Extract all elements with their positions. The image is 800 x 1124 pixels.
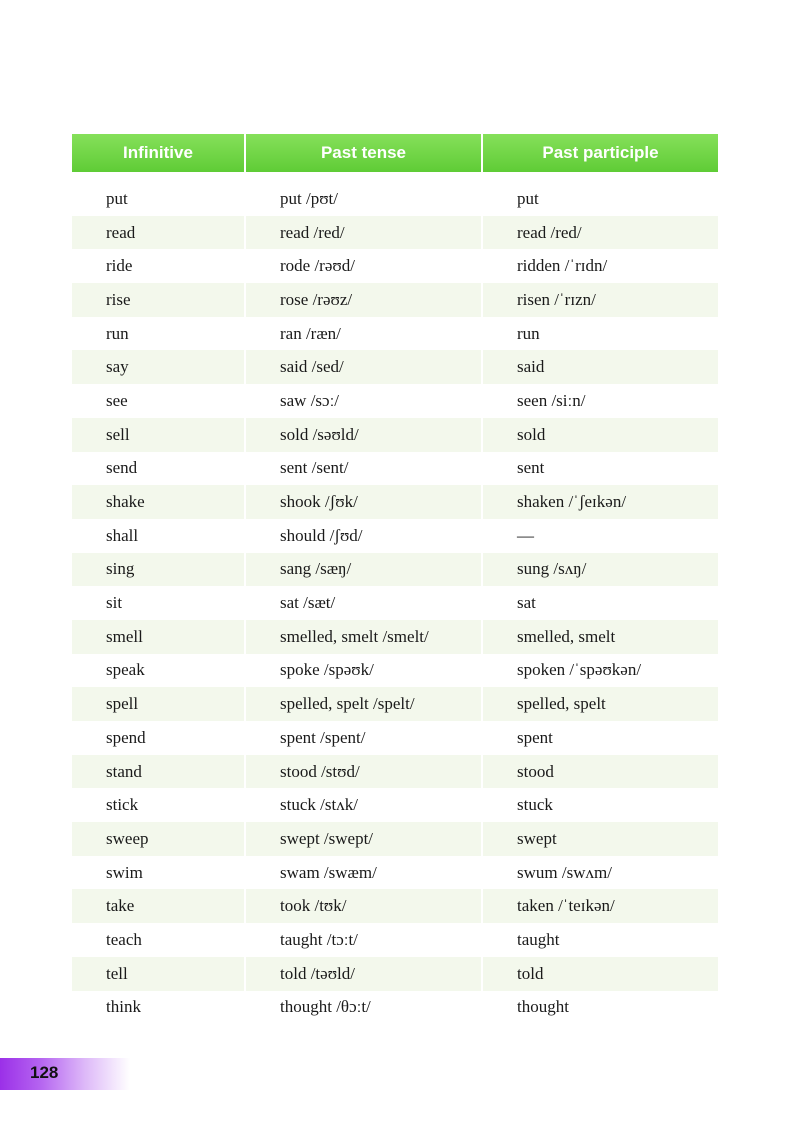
past-tense-cell: thought /θɔːt/ <box>245 991 482 1025</box>
past-tense-cell: swept /swept/ <box>245 822 482 856</box>
past-participle-cell: sent <box>517 458 545 478</box>
table-row <box>72 249 718 283</box>
past-participle-cell: stuck <box>517 795 553 815</box>
table-row <box>72 822 718 856</box>
past-tense-cell: read /red/ <box>245 216 482 250</box>
past-participle-cell: shaken /ˈʃeɪkən/ <box>482 485 718 519</box>
past-participle-cell: risen /ˈrɪzn/ <box>482 283 718 317</box>
table-row <box>72 519 718 553</box>
table-row <box>72 553 718 587</box>
infinitive-cell: stand <box>72 755 245 789</box>
past-tense-cell: took /tʊk/ <box>245 889 482 923</box>
past-tense-cell: saw /sɔː/ <box>245 384 482 418</box>
infinitive-cell: spell <box>72 687 245 721</box>
table-header-row <box>72 134 718 172</box>
infinitive-cell: read <box>72 216 245 250</box>
past-tense-cell: spelled, spelt /spelt/ <box>245 687 482 721</box>
past-participle-cell: told <box>482 957 718 991</box>
table-row <box>72 721 718 755</box>
page-number: 128 <box>30 1063 59 1082</box>
past-tense-cell: sat /sæt/ <box>245 586 482 620</box>
past-tense-cell: sent /sent/ <box>245 452 482 486</box>
header-past-participle: Past participle <box>482 134 718 172</box>
past-participle-cell: seen /siːn/ <box>517 390 586 410</box>
irregular-verbs-table <box>72 134 718 1024</box>
table-row <box>72 317 718 351</box>
infinitive-cell: shall <box>72 519 245 553</box>
past-participle-cell: sung /sʌŋ/ <box>482 553 718 587</box>
infinitive-cell: sing <box>72 553 245 587</box>
past-participle-cell: swept <box>482 822 718 856</box>
infinitive-cell: swim <box>72 856 245 890</box>
table-row <box>72 384 718 418</box>
past-tense-cell: ran /ræn/ <box>245 317 482 351</box>
table-row <box>72 654 718 688</box>
table-row <box>72 856 718 890</box>
past-tense-cell: put /pʊt/ <box>245 182 482 216</box>
infinitive-cell: send <box>72 452 245 486</box>
table-body <box>72 172 718 1024</box>
past-participle-cell: sold <box>482 418 718 452</box>
past-participle-cell: put <box>517 188 539 208</box>
infinitive-cell: put <box>72 182 245 216</box>
past-participle-cell: spelled, spelt <box>482 687 718 721</box>
past-participle-cell: taught <box>517 929 560 949</box>
past-participle-cell: sat <box>517 593 536 613</box>
table-row <box>72 283 718 317</box>
page-number-tab <box>0 1058 130 1090</box>
infinitive-cell: shake <box>72 485 245 519</box>
past-participle-cell: spent <box>517 727 553 747</box>
table-row <box>72 620 718 654</box>
past-tense-cell: should /ʃʊd/ <box>245 519 482 553</box>
infinitive-cell: rise <box>72 283 245 317</box>
past-participle-cell: taken /ˈteɪkən/ <box>482 889 718 923</box>
table-row <box>72 755 718 789</box>
past-tense-cell: spoke /spəʊk/ <box>245 654 482 688</box>
past-participle-cell: swum /swʌm/ <box>517 862 612 882</box>
past-participle-cell: — <box>517 525 534 545</box>
past-tense-cell: spent /spent/ <box>245 721 482 755</box>
table-row <box>72 350 718 384</box>
past-tense-cell: shook /ʃʊk/ <box>245 485 482 519</box>
infinitive-cell: sell <box>72 418 245 452</box>
table-row <box>72 923 718 957</box>
table-row <box>72 889 718 923</box>
table-row <box>72 586 718 620</box>
infinitive-cell: take <box>72 889 245 923</box>
infinitive-cell: run <box>72 317 245 351</box>
past-tense-cell: stood /stʊd/ <box>245 755 482 789</box>
past-tense-cell: rose /rəʊz/ <box>245 283 482 317</box>
infinitive-cell: spend <box>72 721 245 755</box>
past-tense-cell: smelled, smelt /smelt/ <box>245 620 482 654</box>
past-tense-cell: told /təʊld/ <box>245 957 482 991</box>
past-tense-cell: sold /səʊld/ <box>245 418 482 452</box>
past-participle-cell: thought <box>517 997 569 1017</box>
infinitive-cell: see <box>72 384 245 418</box>
past-participle-cell: smelled, smelt <box>482 620 718 654</box>
past-tense-cell: said /sed/ <box>245 350 482 384</box>
past-tense-cell: taught /tɔːt/ <box>245 923 482 957</box>
infinitive-cell: stick <box>72 788 245 822</box>
table-row <box>72 182 718 216</box>
past-participle-cell: read /red/ <box>482 216 718 250</box>
table-row <box>72 687 718 721</box>
infinitive-cell: smell <box>72 620 245 654</box>
past-participle-cell: said <box>482 350 718 384</box>
past-tense-cell: rode /rəʊd/ <box>245 249 482 283</box>
table-row <box>72 216 718 250</box>
infinitive-cell: ride <box>72 249 245 283</box>
header-past-tense: Past tense <box>245 134 482 172</box>
table-row <box>72 788 718 822</box>
past-participle-cell: stood <box>482 755 718 789</box>
past-participle-cell: ridden /ˈrɪdn/ <box>517 256 608 276</box>
header-infinitive: Infinitive <box>72 134 245 172</box>
past-tense-cell: stuck /stʌk/ <box>245 788 482 822</box>
infinitive-cell: tell <box>72 957 245 991</box>
table-row <box>72 418 718 452</box>
table-row <box>72 957 718 991</box>
infinitive-cell: speak <box>72 654 245 688</box>
past-participle-cell: spoken /ˈspəʊkən/ <box>517 660 642 680</box>
table-row <box>72 485 718 519</box>
infinitive-cell: sit <box>72 586 245 620</box>
table-row <box>72 991 718 1025</box>
past-participle-cell: run <box>517 323 540 343</box>
infinitive-cell: think <box>72 991 245 1025</box>
infinitive-cell: say <box>72 350 245 384</box>
infinitive-cell: sweep <box>72 822 245 856</box>
past-tense-cell: swam /swæm/ <box>245 856 482 890</box>
table-row <box>72 452 718 486</box>
infinitive-cell: teach <box>72 923 245 957</box>
past-tense-cell: sang /sæŋ/ <box>245 553 482 587</box>
